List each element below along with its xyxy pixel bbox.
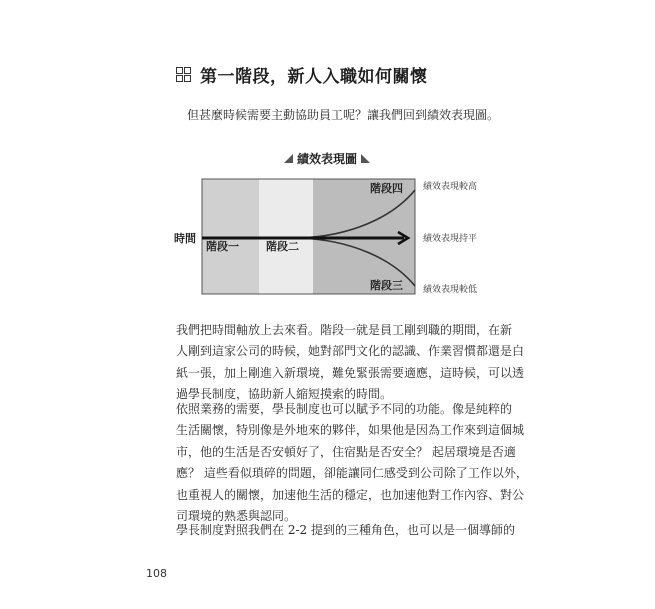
paragraph-line: 市，他的生活是否安頓好了，住宿點是否安全？ 起居環境是否適 <box>176 444 516 459</box>
stage-four-label: 階段四 <box>370 182 403 195</box>
paragraph-3 <box>176 520 515 541</box>
paragraph-line: 人剛到這家公司的時候，她對部門文化的認識、作業習慣都還是白 <box>176 344 525 359</box>
curve-high-label: 績效表現較高 <box>423 182 478 192</box>
page-number: 108 <box>146 567 167 580</box>
stage-three-label: 階段三 <box>370 279 403 292</box>
curve-flat-label: 績效表現持平 <box>423 234 478 244</box>
paragraph-2 <box>176 399 528 527</box>
curve-low-label: 績效表現較低 <box>423 285 478 295</box>
intro-text: 但甚麼時候需要主動協助員工呢？讓我們回到績效表現圖。 <box>187 108 500 122</box>
paragraph-line: 生活關懷，特別像是外地來的夥伴，如果他是因為工作來到這個城 <box>176 423 525 438</box>
paragraph-line: 我們把時間軸放上去來看。階段一就是員工剛到職的期間，在新 <box>176 323 513 337</box>
paragraph-line: 司環境的熟悉與認同。 <box>176 509 297 524</box>
section-title: 第一階段，新人入職如何關懷 <box>200 66 428 87</box>
stage-two-label: 階段二 <box>266 240 299 253</box>
stage-one-label: 階段一 <box>206 240 239 253</box>
time-axis-label: 時間 <box>174 232 196 245</box>
paragraph-line: 學長制度對照我們在 2-2 提到的三種角色，也可以是一個導師的 <box>176 523 515 537</box>
paragraph-line: 過學長制度，協助新人縮短摸索的時間。 <box>176 387 393 402</box>
paragraph-line: 也重視人的關懷，加速他生活的穩定，也加速他對工作內容、對公 <box>176 487 525 502</box>
paragraph-line: 應？ 這些看似瑣碎的問題，卻能讓同仁感受到公司除了工作以外， <box>176 466 528 481</box>
paragraph-line: 紙一張，加上剛進入新環境，難免緊張需要適應，這時候，可以透 <box>176 365 525 380</box>
chart-title: 績效表現圖 <box>297 151 358 166</box>
paragraph-1 <box>176 320 525 406</box>
paragraph-line: 依照業務的需要，學長制度也可以賦予不同的功能。像是純粹的 <box>176 402 513 416</box>
